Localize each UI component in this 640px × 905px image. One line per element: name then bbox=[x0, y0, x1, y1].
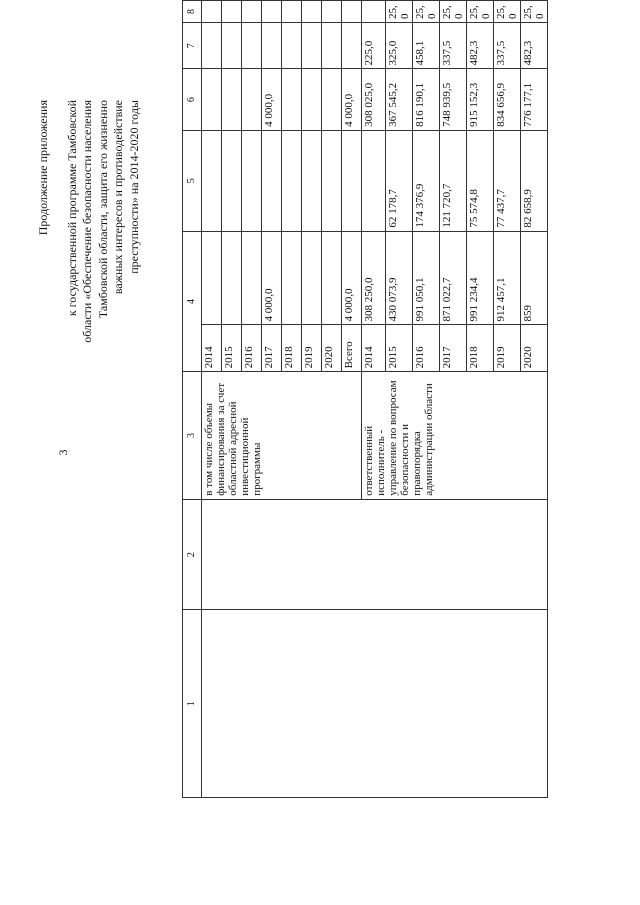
value-cell: 337,5 bbox=[440, 22, 467, 69]
value-cell bbox=[282, 22, 302, 69]
continuation-caption: Продолжение приложения bbox=[36, 100, 50, 236]
year-cell: 2019 bbox=[302, 325, 322, 372]
value-cell: 325,0 bbox=[386, 22, 413, 69]
value-cell bbox=[222, 22, 242, 69]
column-header: 2 bbox=[183, 499, 202, 610]
year-cell: 2014 bbox=[202, 325, 222, 372]
column-header: 1 bbox=[183, 610, 202, 798]
value-cell bbox=[342, 130, 362, 231]
header-line: преступности» на 2014-2020 годы bbox=[126, 100, 141, 274]
value-cell bbox=[322, 1, 342, 23]
value-cell: 871 022,7 bbox=[440, 231, 467, 325]
value-cell: 458,1 bbox=[413, 22, 440, 69]
year-cell: 2016 bbox=[242, 325, 262, 372]
value-cell: 430 073,9 bbox=[386, 231, 413, 325]
appendix-header bbox=[36, 100, 142, 660]
column-header: 7 bbox=[183, 22, 202, 69]
value-cell: 25,0 bbox=[386, 1, 413, 23]
year-cell: 2020 bbox=[521, 325, 548, 372]
value-cell bbox=[202, 69, 222, 130]
value-cell: 62 178,7 bbox=[386, 130, 413, 231]
group-description: ответственный исполнитель - управление по вопросам безопасности и правопорядка администрации области bbox=[362, 372, 548, 499]
year-cell: 2015 bbox=[386, 325, 413, 372]
value-cell bbox=[302, 1, 322, 23]
column-header: 3 bbox=[183, 372, 202, 499]
header-line: Тамбовской области, защита его жизненно bbox=[95, 100, 110, 319]
value-cell bbox=[362, 130, 386, 231]
value-cell bbox=[222, 231, 242, 325]
value-cell: 82 658,9 bbox=[521, 130, 548, 231]
empty-cell-col1 bbox=[202, 610, 548, 798]
value-cell: 121 720,7 bbox=[440, 130, 467, 231]
value-cell: 4 000,0 bbox=[262, 231, 282, 325]
header-line: к государственной программе Тамбовской bbox=[64, 100, 79, 317]
value-cell bbox=[222, 1, 242, 23]
value-cell: 225,0 bbox=[362, 22, 386, 69]
value-cell bbox=[302, 130, 322, 231]
value-cell bbox=[262, 1, 282, 23]
value-cell: 25,0 bbox=[467, 1, 494, 23]
value-cell bbox=[362, 1, 386, 23]
value-cell: 4 000,0 bbox=[262, 69, 282, 130]
value-cell bbox=[302, 69, 322, 130]
value-cell: 912 457,1 bbox=[494, 231, 521, 325]
year-cell: 2019 bbox=[494, 325, 521, 372]
value-cell bbox=[242, 22, 262, 69]
value-cell: 308 025,0 bbox=[362, 69, 386, 130]
value-cell: 482,3 bbox=[521, 22, 548, 69]
year-cell: 2016 bbox=[413, 325, 440, 372]
value-cell bbox=[322, 22, 342, 69]
value-cell: 25,0 bbox=[494, 1, 521, 23]
value-cell bbox=[202, 22, 222, 69]
year-cell: 2017 bbox=[440, 325, 467, 372]
value-cell bbox=[322, 231, 342, 325]
value-cell: 991 234,4 bbox=[467, 231, 494, 325]
value-cell bbox=[282, 231, 302, 325]
value-cell bbox=[282, 1, 302, 23]
value-cell bbox=[262, 22, 282, 69]
column-header: 6 bbox=[183, 69, 202, 130]
value-cell: 308 250,0 bbox=[362, 231, 386, 325]
column-header: 4 bbox=[183, 231, 202, 372]
value-cell bbox=[242, 130, 262, 231]
value-cell bbox=[282, 69, 302, 130]
value-cell: 482,3 bbox=[467, 22, 494, 69]
value-cell: 859 bbox=[521, 231, 548, 325]
year-cell: Всего bbox=[342, 325, 362, 372]
value-cell: 915 152,3 bbox=[467, 69, 494, 130]
column-header: 5 bbox=[183, 130, 202, 231]
year-cell: 2017 bbox=[262, 325, 282, 372]
empty-cell-col2 bbox=[202, 499, 548, 610]
year-cell: 2018 bbox=[467, 325, 494, 372]
group-description: в том числе объемы финансирования за счет областной адресной инвестиционной программы bbox=[202, 372, 362, 499]
value-cell bbox=[302, 22, 322, 69]
year-cell: 2015 bbox=[222, 325, 242, 372]
value-cell: 834 656,9 bbox=[494, 69, 521, 130]
value-cell: 991 050,1 bbox=[413, 231, 440, 325]
value-cell: 4 000,0 bbox=[342, 231, 362, 325]
column-number-row bbox=[183, 1, 202, 798]
value-cell bbox=[202, 1, 222, 23]
value-cell: 174 376,9 bbox=[413, 130, 440, 231]
value-cell: 75 574,8 bbox=[467, 130, 494, 231]
page-number: 3 bbox=[56, 449, 70, 456]
value-cell: 4 000,0 bbox=[342, 69, 362, 130]
year-cell: 2020 bbox=[322, 325, 342, 372]
value-cell bbox=[322, 69, 342, 130]
value-cell bbox=[342, 1, 362, 23]
value-cell: 25,0 bbox=[440, 1, 467, 23]
value-cell bbox=[262, 130, 282, 231]
value-cell bbox=[242, 1, 262, 23]
value-cell bbox=[342, 22, 362, 69]
value-cell bbox=[282, 130, 302, 231]
value-cell bbox=[222, 69, 242, 130]
value-cell: 337,5 bbox=[494, 22, 521, 69]
value-cell: 25,0 bbox=[521, 1, 548, 23]
value-cell: 816 190,1 bbox=[413, 69, 440, 130]
value-cell bbox=[202, 231, 222, 325]
funding-table bbox=[182, 0, 548, 798]
value-cell: 25,0 bbox=[413, 1, 440, 23]
value-cell bbox=[222, 130, 242, 231]
header-line: важных интересов и противодействие bbox=[111, 100, 125, 295]
value-cell bbox=[242, 69, 262, 130]
value-cell bbox=[202, 130, 222, 231]
table-row bbox=[202, 1, 222, 798]
year-cell: 2014 bbox=[362, 325, 386, 372]
column-header: 8 bbox=[183, 1, 202, 23]
value-cell: 367 545,2 bbox=[386, 69, 413, 130]
value-cell bbox=[302, 231, 322, 325]
header-line: области «Обеспечение безопасности населения bbox=[80, 100, 94, 343]
value-cell bbox=[242, 231, 262, 325]
value-cell bbox=[322, 130, 342, 231]
value-cell: 77 437,7 bbox=[494, 130, 521, 231]
year-cell: 2018 bbox=[282, 325, 302, 372]
value-cell: 776 177,1 bbox=[521, 69, 548, 130]
value-cell: 748 939,5 bbox=[440, 69, 467, 130]
